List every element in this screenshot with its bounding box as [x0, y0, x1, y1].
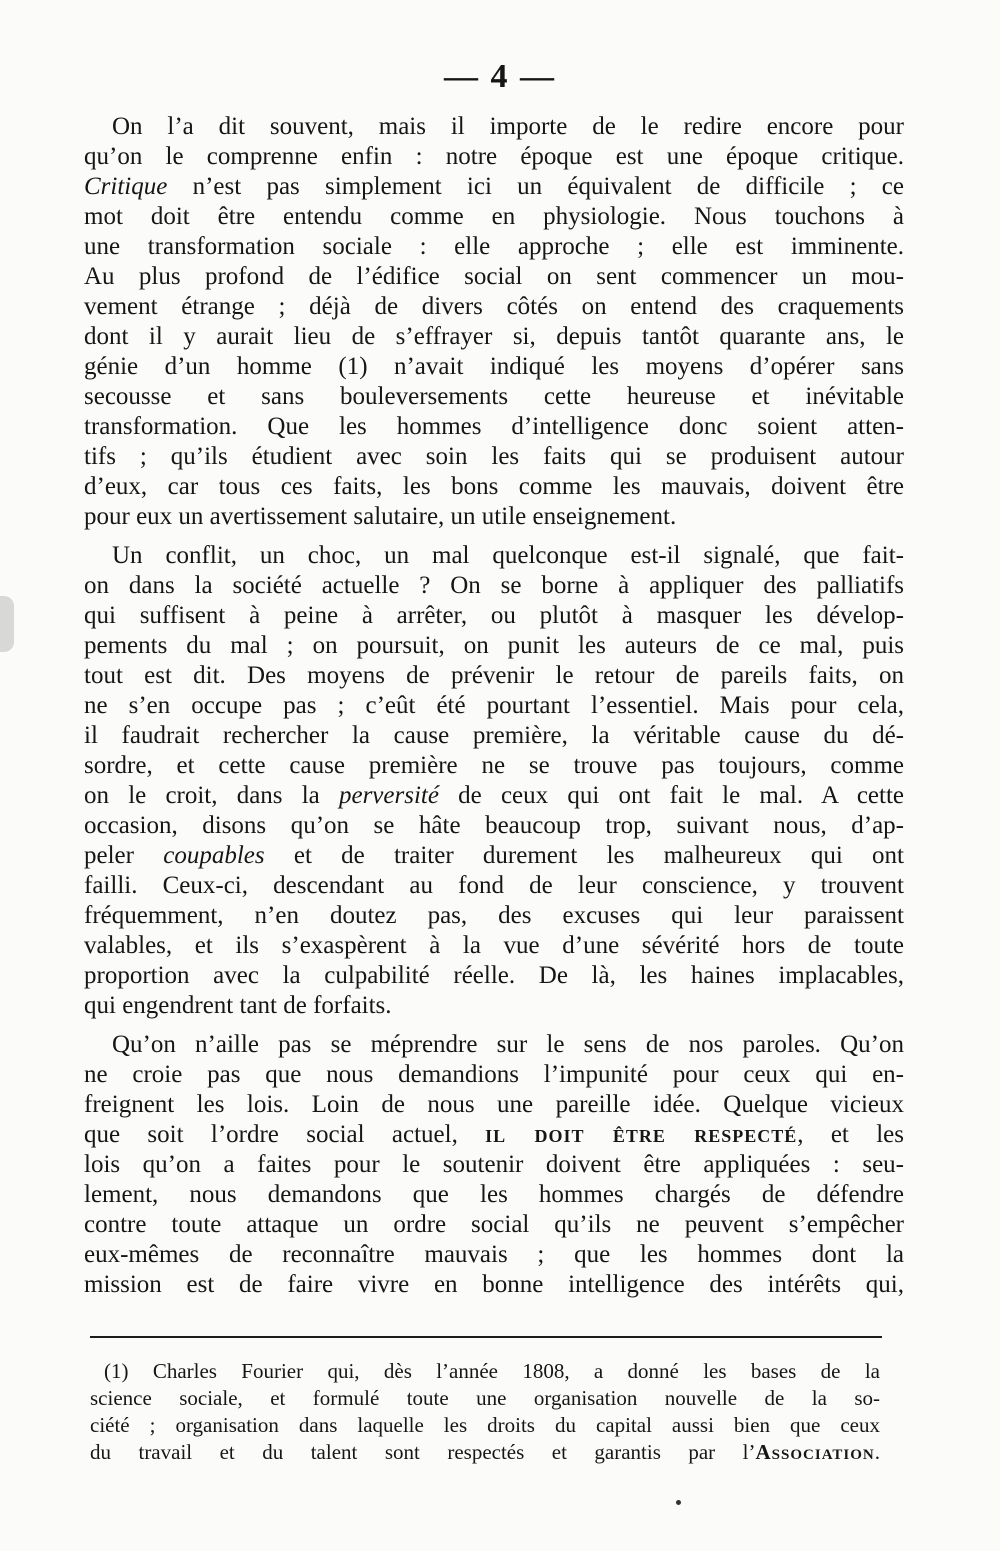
text-line: il faudrait rechercher la cause première, la véritable cause du dé- — [84, 722, 904, 749]
italic-word: Critique — [84, 173, 168, 200]
text-line: on dans la société actuelle ? On se borne à appliquer des palliatifs — [84, 572, 904, 599]
text-line: failli. Ceux-ci, descendant au fond de leur conscience, y trouvent — [84, 872, 904, 899]
text-line: eux-mêmes de reconnaître mauvais ; que les hommes dont la — [84, 1241, 904, 1268]
body-text — [84, 112, 904, 1309]
text-fragment: . — [874, 1440, 880, 1464]
text-fragment: , et les — [797, 1121, 904, 1148]
paragraph-2 — [84, 541, 904, 1021]
text-line: transformation. Que les hommes d’intelligence donc soient atten- — [84, 413, 904, 440]
text-line: mission est de faire vivre en bonne intelligence des intérêts qui, — [84, 1271, 904, 1298]
text-line: lement, nous demandons que les hommes chargés de défendre — [84, 1181, 904, 1208]
page-number: — 4 — — [444, 58, 556, 95]
text-line: vement étrange ; déjà de divers côtés on entend des craquements — [84, 293, 904, 320]
text-line: ne s’en occupe pas ; c’eût été pourtant l’essentiel. Mais pour cela, — [84, 692, 904, 719]
text-fragment: n’est pas simplement ici un équivalent de difficile ; ce — [167, 173, 904, 200]
text-line: Qu’on n’aille pas se méprendre sur le sens de nos paroles. Qu’on — [112, 1031, 904, 1058]
text-line: contre toute attaque un ordre social qu’ils ne peuvent s’empêcher — [84, 1211, 904, 1238]
text-fragment: que soit l’ordre social actuel, — [84, 1121, 486, 1148]
text-line — [84, 1120, 904, 1150]
text-line: qu’on le comprenne enfin : notre époque est une époque critique. — [84, 143, 904, 170]
text-line: ne croie pas que nous demandions l’impunité pour ceux qui en- — [84, 1061, 904, 1088]
text-line: tifs ; qu’ils étudient avec soin les faits qui se produisent autour — [84, 443, 904, 470]
text-fragment: peler — [84, 842, 164, 869]
text-line: qui engendrent tant de forfaits. — [84, 992, 392, 1019]
italic-word: coupables — [163, 842, 265, 869]
text-line: génie d’un homme (1) n’avait indiqué les moyens d’opérer sans — [84, 353, 904, 380]
text-fragment: on le croit, dans la — [84, 782, 339, 809]
paragraph-1 — [84, 112, 904, 532]
emphasis-smallcaps: il doit être respecté — [485, 1121, 798, 1148]
text-line: tout est dit. Des moyens de prévenir le retour de pareils faits, on — [84, 662, 904, 689]
text-line: fréquemment, n’en doutez pas, des excuses qui leur paraissent — [84, 902, 904, 929]
text-line: dont il y aurait lieu de s’effrayer si, depuis tantôt quarante ans, le — [84, 323, 904, 350]
italic-word: perversité — [338, 782, 439, 809]
text-line: mot doit être entendu comme en physiologie. Nous touchons à — [84, 203, 904, 230]
text-line — [84, 841, 904, 871]
emphasis-smallcaps: Association — [755, 1440, 875, 1464]
text-line: proportion avec la culpabilité réelle. De là, les haines implacables, — [84, 962, 904, 989]
text-fragment: de ceux qui ont fait le mal. A cette — [438, 782, 904, 809]
text-line: occasion, disons qu’on se hâte beaucoup trop, suivant nous, d’ap- — [84, 812, 904, 839]
text-line: Un conflit, un choc, un mal quelconque est-il signalé, que fait- — [112, 542, 904, 569]
text-line: une transformation sociale : elle approche ; elle est imminente. — [84, 233, 904, 260]
printer-mark — [676, 1500, 681, 1505]
text-line — [84, 781, 904, 811]
footnote-divider — [90, 1336, 882, 1338]
paragraph-3 — [84, 1030, 904, 1300]
text-line: valables, et ils s’exaspèrent à la vue d’une sévérité hors de toute — [84, 932, 904, 959]
footnote-line: ciété ; organisation dans laquelle les droits du capital aussi bien que ceux — [90, 1413, 880, 1437]
text-line — [84, 172, 904, 202]
text-line: freignent les lois. Loin de nous une pareille idée. Quelque vicieux — [84, 1091, 904, 1118]
text-line: On l’a dit souvent, mais il importe de le redire encore pour — [112, 113, 904, 140]
text-line: sordre, et cette cause première ne se trouve pas toujours, comme — [84, 752, 904, 779]
text-line: d’eux, car tous ces faits, les bons comme les mauvais, doivent être — [84, 473, 904, 500]
footnote — [90, 1358, 880, 1466]
text-fragment: et de traiter durement les malheureux qui ont — [264, 842, 904, 869]
text-line: pour eux un avertissement salutaire, un utile enseignement. — [84, 503, 677, 530]
text-fragment: du travail et du talent sont respectés et garantis par l’ — [90, 1440, 756, 1464]
text-line: Au plus profond de l’édifice social on sent commencer un mou- — [84, 263, 904, 290]
text-line: pements du mal ; on poursuit, on punit les auteurs de ce mal, puis — [84, 632, 904, 659]
footnote-line: (1) Charles Fourier qui, dès l’année 1808, a donné les bases de la — [104, 1359, 880, 1383]
footnote-line: science sociale, et formulé toute une organisation nouvelle de la so- — [90, 1386, 880, 1410]
text-line: lois qu’on a faites pour le soutenir doivent être appliquées : seu- — [84, 1151, 904, 1178]
page-edge-stain — [0, 596, 14, 652]
text-line: secousse et sans bouleversements cette heureuse et inévitable — [84, 383, 904, 410]
footnote-line — [90, 1439, 880, 1466]
text-line: qui suffisent à peine à arrêter, ou plutôt à masquer les dévelop- — [84, 602, 904, 629]
